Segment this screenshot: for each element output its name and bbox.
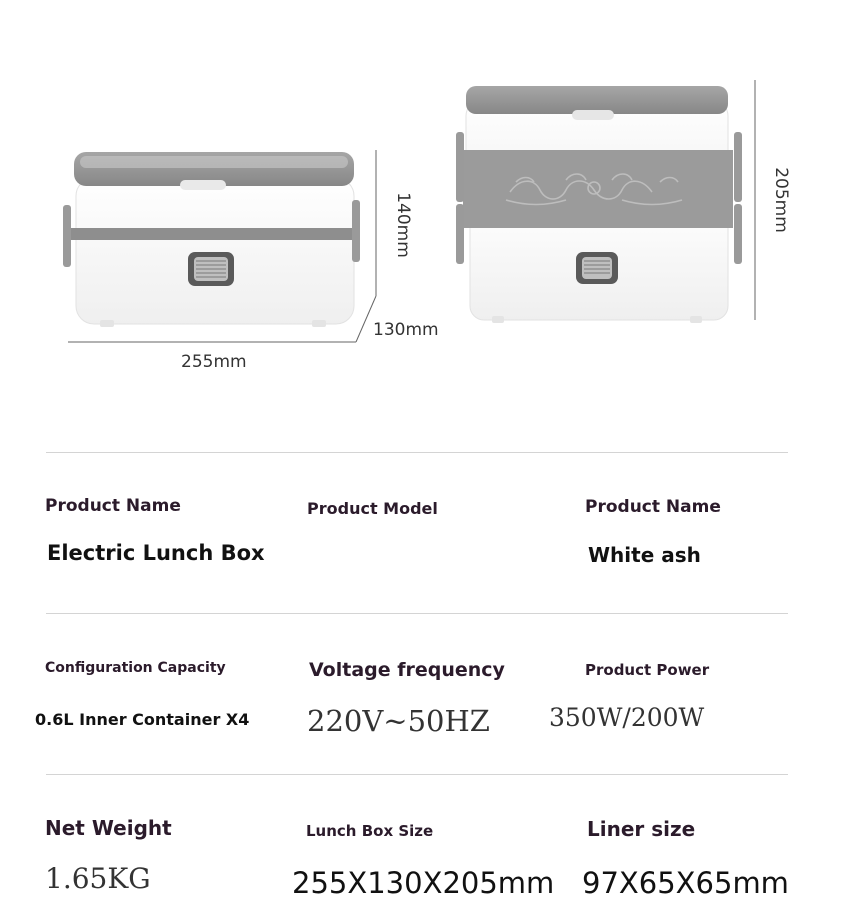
voltage-label: Voltage frequency <box>309 659 505 681</box>
divider <box>46 613 788 614</box>
depth-dimension-label: 130mm <box>373 320 439 340</box>
lunch-box-size-label: Lunch Box Size <box>306 822 434 840</box>
product-name-label: Product Name <box>45 496 181 516</box>
color-label: Product Name <box>585 497 721 517</box>
large-lunch-box <box>456 86 742 323</box>
color-value: White ash <box>588 543 701 567</box>
liner-size-value: 97X65X65mm <box>582 866 789 900</box>
capacity-value: 0.6L Inner Container X4 <box>35 710 250 729</box>
divider <box>46 774 788 775</box>
net-weight-value: 1.65KG <box>45 862 151 895</box>
heating-vent-icon <box>188 252 234 286</box>
product-illustration <box>0 0 859 440</box>
product-model-label: Product Model <box>307 499 438 518</box>
voltage-value: 220V~50HZ <box>307 704 490 738</box>
divider <box>46 452 788 453</box>
large-height-dimension-label: 205mm <box>770 167 791 233</box>
capacity-label: Configuration Capacity <box>45 660 226 676</box>
heating-vent-icon <box>576 252 618 284</box>
small-lunch-box <box>63 152 360 327</box>
width-dimension-label: 255mm <box>181 352 247 372</box>
small-height-dimension-label: 140mm <box>392 192 413 258</box>
liner-size-label: Liner size <box>587 817 696 841</box>
power-value: 350W/200W <box>549 703 705 732</box>
power-label: Product Power <box>585 661 710 679</box>
lunch-box-size-value: 255X130X205mm <box>292 866 555 900</box>
net-weight-label: Net Weight <box>45 816 172 840</box>
product-name-value: Electric Lunch Box <box>47 541 265 565</box>
